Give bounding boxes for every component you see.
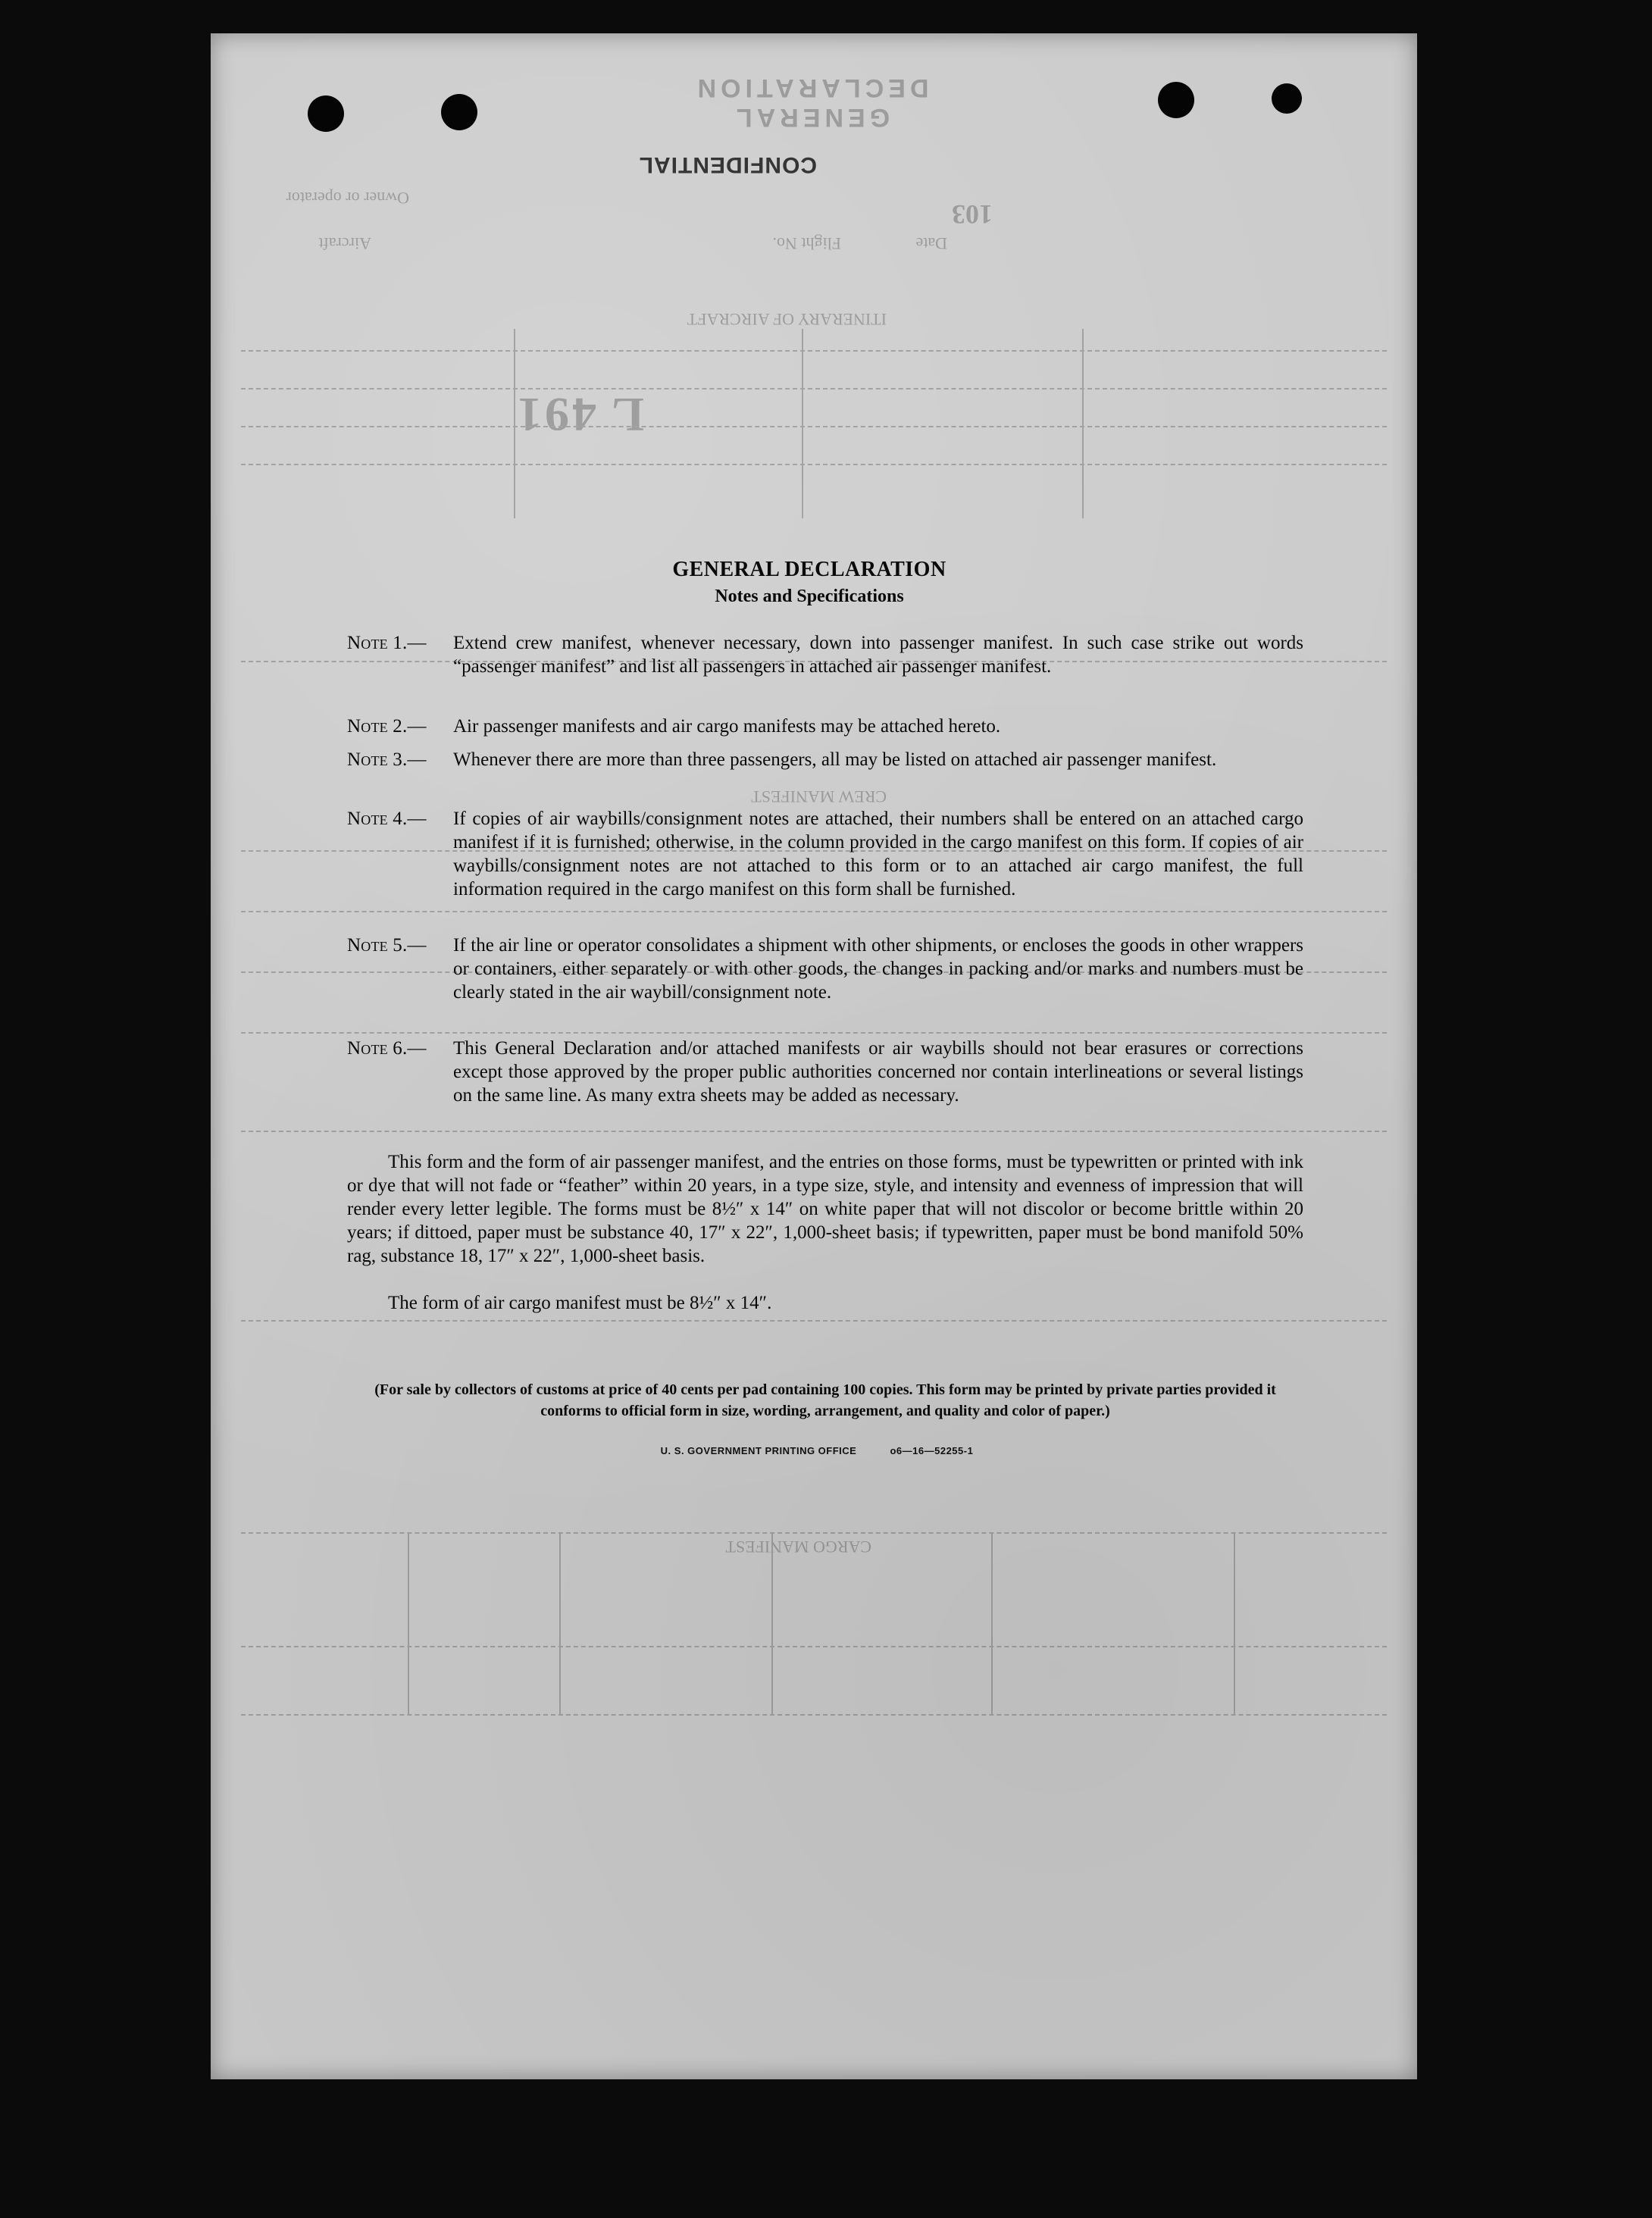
document-sheet [211, 33, 1417, 2079]
note-text: If the air line or operator consolidates a shipment with other shipments, or encloses the goods in other wrappers or containers, either separately or with other goods, the changes in packing and/or marks and numbers must be clearly stated in the air waybill/consignment note. [453, 935, 1303, 1003]
note-label: Note 3.— [347, 749, 427, 770]
note-5 [347, 934, 1303, 1004]
gpo-imprint [590, 1445, 1044, 1456]
bleed-crew-label: CREW MANIFEST [751, 787, 887, 806]
note-text: Whenever there are more than three passengers, all may be listed on attached air passenger manifest. [453, 749, 1217, 770]
confidential-stamp: CONFIDENTIAL [638, 152, 817, 177]
note-text: Extend crew manifest, whenever necessary, down into passenger manifest. In such case strike out words “passenger manifest” and list all passengers in attached air passenger manifest. [453, 633, 1303, 677]
cargo-form-size-line: The form of air cargo manifest must be 8½″ x 14″. [388, 1293, 772, 1313]
note-label: Note 1.— [347, 633, 427, 653]
page-subtitle: Notes and Specifications [715, 587, 904, 606]
note-label: Note 6.— [347, 1038, 427, 1059]
page-title: GENERAL DECLARATION [672, 558, 946, 581]
form-specification-text: This form and the form of air passenger manifest, and the entries on those forms, must be typewritten or printed with ink or dye that will not fade or “feather” within 20 years, in a type size, style, and intensity and evenness of impression that will render every letter legible. The forms must be 8½″ x 14″ on white paper that will not discolor or become brittle within 20 years; if dittoed, paper must be substance 40, 17″ x 22″, 1,000-sheet basis; if typewritten, paper must be bond manifold 50% rag, substance 18, 17″ x 22″, 1,000-sheet basis. [347, 1152, 1303, 1266]
bleed-handwritten-number: 103 [952, 199, 993, 230]
bleed-cargo-label: CARGO MANIFEST [725, 1538, 871, 1556]
note-2 [347, 715, 1303, 738]
note-3 [347, 748, 1303, 771]
form-specification-paragraph [347, 1150, 1303, 1268]
note-label: Note 5.— [347, 935, 427, 956]
notes-page [211, 33, 1417, 2079]
sale-note: (For sale by collectors of customs at price of 40 cents per pad containing 100 copies. This form may be printed by private parties provided it conforms to official form in size, wording, arrangement, and quality and color of paper.) [374, 1381, 1276, 1419]
bleed-big-number: L 491 [514, 388, 644, 442]
gpo-code: o6—16—52255-1 [890, 1445, 974, 1456]
bleed-aircraft-label: Aircraft [318, 234, 371, 253]
note-4 [347, 807, 1303, 901]
bleed-date-label: Date [915, 234, 947, 253]
gpo-office: U. S. GOVERNMENT PRINTING OFFICE [660, 1445, 857, 1456]
bleed-flight-label: Flight No. [772, 234, 841, 253]
note-label: Note 4.— [347, 809, 427, 829]
note-text: Air passenger manifests and air cargo manifests may be attached hereto. [453, 716, 1001, 737]
note-text: If copies of air waybills/consignment notes are attached, their numbers shall be entered on an attached cargo manifest if it is furnished; otherwise, in the column provided in the cargo manifest on this form. If copies of air waybills/consignment notes are not attached to this form or to an attached air cargo manifest, the full information required in the cargo manifest on this form shall be furnished. [453, 809, 1303, 899]
bleed-owner-label: Owner or operator [286, 189, 409, 208]
bleed-title: GENERAL DECLARATION [693, 74, 929, 132]
note-6 [347, 1037, 1303, 1107]
note-text: This General Declaration and/or attached manifests or air waybills should not bear erasures or corrections except those approved by the proper public authorities concerned nor contain interlineations or several listings on the same line. As many extra sheets may be added as necessary. [453, 1038, 1303, 1106]
bleed-itinerary-label: ITINERARY OF AIRCRAFT [687, 310, 887, 329]
note-1 [347, 631, 1303, 678]
note-label: Note 2.— [347, 716, 427, 737]
